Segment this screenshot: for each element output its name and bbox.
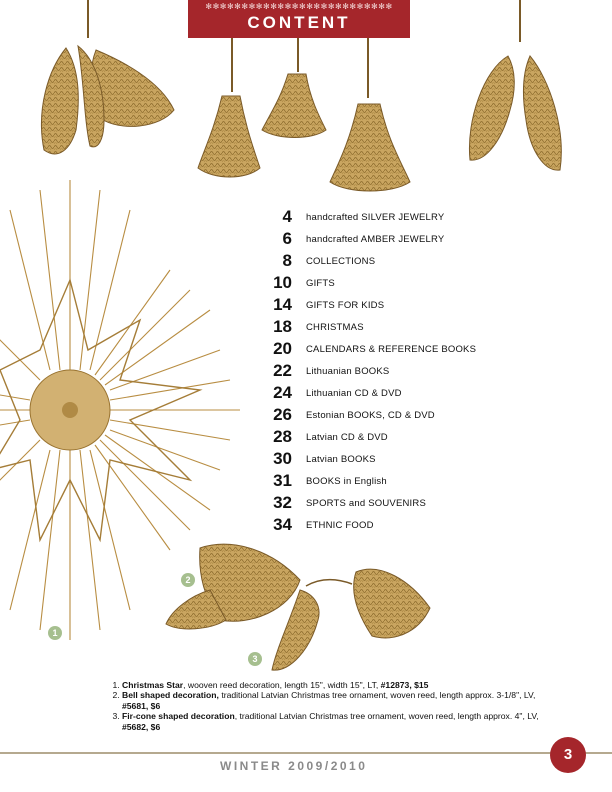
- toc-entry[interactable]: [262, 404, 562, 426]
- caption-title: Bell shaped decoration,: [122, 690, 219, 701]
- caption-title: Fir-cone shaped decoration: [122, 711, 235, 722]
- toc-page-number: 32: [273, 493, 292, 512]
- cone-pair-left-image: [41, 0, 174, 154]
- toc-page-number: 26: [273, 405, 292, 424]
- caption-text: , traditional Latvian Christmas tree ornament, woven reed, length approx. 4", LV,: [234, 711, 539, 722]
- toc-section-label: SPORTS and SOUVENIRS: [306, 497, 426, 509]
- product-captions: [108, 680, 542, 732]
- item-marker-3: 3: [248, 652, 262, 666]
- toc-page-number: 6: [282, 229, 292, 248]
- bell-right-image: [330, 38, 410, 191]
- toc-entry[interactable]: [262, 316, 562, 338]
- toc-section-label: ETHNIC FOOD: [306, 519, 374, 531]
- toc-page-number: 14: [273, 295, 292, 314]
- footer-divider: [0, 752, 612, 754]
- toc-entry[interactable]: [262, 250, 562, 272]
- toc-section-label: handcrafted AMBER JEWELRY: [306, 233, 445, 245]
- toc-entry[interactable]: [262, 228, 562, 250]
- toc-page-number: 28: [273, 427, 292, 446]
- toc-page-number: 30: [273, 449, 292, 468]
- toc-page-number: 31: [273, 471, 292, 490]
- toc-page-number: 24: [273, 383, 292, 402]
- toc-section-label: handcrafted SILVER JEWELRY: [306, 211, 445, 223]
- bottom-ornament-cluster-image: [166, 544, 430, 670]
- toc-entry[interactable]: [262, 338, 562, 360]
- season-label: WINTER 2009/2010: [220, 759, 368, 773]
- caption-item: [122, 690, 542, 711]
- toc-section-label: CALENDARS & REFERENCE BOOKS: [306, 343, 477, 355]
- toc-entry[interactable]: [262, 360, 562, 382]
- toc-entry[interactable]: [262, 426, 562, 448]
- toc-page-number: 8: [282, 251, 292, 270]
- toc-section-label: COLLECTIONS: [306, 255, 376, 267]
- toc-page-number: 10: [273, 273, 292, 292]
- page-title: CONTENT: [247, 13, 351, 32]
- toc-section-label: Latvian BOOKS: [306, 453, 376, 465]
- bell-middle-image: [262, 38, 326, 138]
- toc-entry[interactable]: [262, 514, 562, 536]
- item-marker-2: 2: [181, 573, 195, 587]
- page-number-badge: 3: [550, 737, 586, 773]
- toc-section-label: Latvian CD & DVD: [306, 431, 388, 443]
- toc-entry[interactable]: [262, 294, 562, 316]
- item-marker-1: 1: [48, 626, 62, 640]
- toc-section-label: CHRISTMAS: [306, 321, 364, 333]
- toc-page-number: 18: [273, 317, 292, 336]
- toc-page-number: 34: [273, 515, 292, 534]
- toc-section-label: GIFTS FOR KIDS: [306, 299, 385, 311]
- caption-code: #5681, $6: [122, 700, 161, 711]
- caption-item: [122, 711, 542, 732]
- toc-section-label: GIFTS: [306, 277, 335, 289]
- toc-section-label: Lithuanian CD & DVD: [306, 387, 402, 399]
- caption-code: #12873, $15: [380, 680, 429, 690]
- toc-entry[interactable]: [262, 492, 562, 514]
- star-border: ✻✻✻✻✻✻✻✻✻✻✻✻✻✻✻✻✻✻✻✻✻✻✻✻✻✻: [205, 2, 393, 11]
- toc-page-number: 20: [273, 339, 292, 358]
- toc-entry[interactable]: [262, 272, 562, 294]
- toc-entry[interactable]: [262, 382, 562, 404]
- caption-item: [122, 680, 542, 690]
- caption-code: #5682, $6: [122, 721, 161, 732]
- toc-page-number: 4: [282, 207, 292, 226]
- caption-text: traditional Latvian Christmas tree ornament, woven reed, length approx. 3-1/8", LV,: [218, 690, 536, 701]
- toc-section-label: Lithuanian BOOKS: [306, 365, 390, 377]
- caption-title: Christmas Star: [122, 680, 184, 690]
- table-of-contents: [262, 206, 562, 536]
- cone-pair-right-image: [469, 0, 561, 170]
- toc-entry[interactable]: [262, 470, 562, 492]
- toc-section-label: BOOKS in English: [306, 475, 387, 487]
- toc-entry[interactable]: [262, 206, 562, 228]
- toc-entry[interactable]: [262, 448, 562, 470]
- toc-section-label: Estonian BOOKS, CD & DVD: [306, 409, 435, 421]
- caption-text: , wooven reed decoration, length 15", width 15", LT,: [183, 680, 381, 690]
- toc-page-number: 22: [273, 361, 292, 380]
- bell-left-image: [198, 38, 260, 177]
